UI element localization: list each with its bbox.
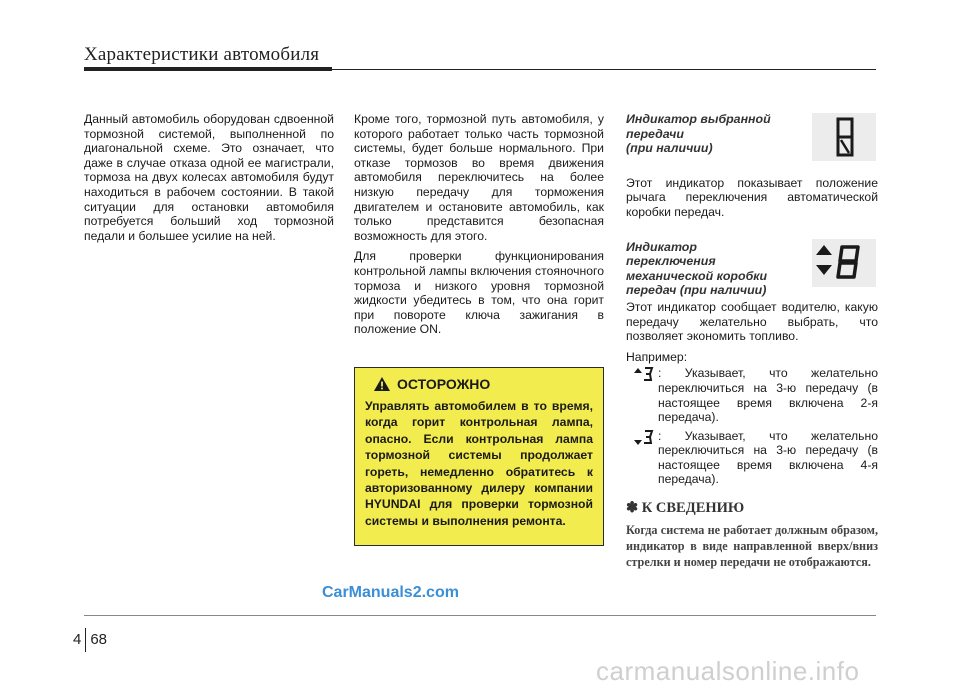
section-heading-gear-indicator <box>626 112 806 156</box>
upshift-3-icon <box>634 366 658 424</box>
gear-position-display-icon <box>812 113 876 161</box>
header-rule-thin <box>332 69 876 70</box>
paragraph: Этот индикатор сообщает водителю, какую передачу желательно выбрать, что позволяет экономить топливо. <box>626 299 878 344</box>
heading-line: передачи <box>626 126 684 141</box>
heading-line: механической коробки <box>626 268 768 283</box>
footer-watermark[interactable]: carmanualsonline.info <box>596 656 860 686</box>
heading-line: Индикатор выбранной <box>626 112 771 126</box>
footer-rule <box>84 615 876 616</box>
column-right <box>626 112 878 570</box>
page-header-title: Характеристики автомобиля <box>84 44 320 65</box>
page-number <box>73 628 107 652</box>
warning-box <box>354 367 604 546</box>
page-number-separator <box>85 628 86 652</box>
example-text: : Указывает, что желательно переключиться на 3-ю передачу (в настоящее время включена 4-я передача). <box>658 428 878 487</box>
paragraph: Для проверки функционирования контрольной лампы включения стояночного тормоза и низкого уровня тормозной жидкости убедитесь в том, что она горит при повороте ключа зажигания в положение ON. <box>354 249 604 337</box>
note-body: Когда система не работает должным образом, индикатор в виде направленной вверх/вниз стрелки и номер передачи не отображаются. <box>626 522 878 569</box>
section-heading-shift-indicator <box>626 240 806 298</box>
column-left <box>84 112 334 243</box>
warning-body: Управлять автомобилем в то время, когда горит контрольная лампа, опасно. Если контрольная лампа тормозной системы продолжает гореть, немедленно обратитесь к авторизованному дилеру компании HYUNDAI для проверки тормозной системы и выполнения ремонта. <box>365 399 593 528</box>
downshift-3-icon <box>634 429 658 487</box>
note-title: ✽ К СВЕДЕНИЮ <box>626 500 745 517</box>
chapter-number: 4 <box>73 630 82 648</box>
paragraph: Данный автомобиль оборудован сдвоенной тормозной системой, выполненной по диагональной схеме. Это означает, что даже в случае отказа одной ее магистрали, тормоза на двух колесах автомобиля будут находиться в рабочем состоянии. В такой ситуации для остановки автомобиля потребуется больший ход тормозной педали и большее усилие на ней. <box>84 112 334 243</box>
example-label: Например: <box>626 349 688 364</box>
heading-line: передач (при наличии) <box>626 283 767 298</box>
watermark-carmanuals2[interactable]: CarManuals2.com <box>322 584 459 601</box>
example-row-downshift <box>634 429 878 487</box>
shift-indicator-icon <box>812 239 876 287</box>
paragraph: Кроме того, тормозной путь автомобиля, у которого работает только часть тормозной системы, будет больше нормального. При отказе тормозов во время движения автомобиля переключитесь на более низкую передачу для торможения двигателем и остановите автомобиль, как только представится безопасная возможность для этого. <box>354 112 604 243</box>
example-text: : Указывает, что желательно переключиться на 3-ю передачу (в настоящее время включена 2-я передача). <box>658 366 878 425</box>
example-row-upshift <box>634 366 878 424</box>
paragraph: Этот индикатор показывает положение рычага переключения автоматической коробки передач. <box>626 175 878 219</box>
header-rule-thick <box>84 67 332 71</box>
heading-line: (при наличии) <box>626 141 713 156</box>
heading-line: переключения <box>626 254 716 269</box>
column-middle <box>354 112 604 337</box>
warning-title: ОСТОРОЖНО <box>397 376 491 392</box>
heading-line: Индикатор <box>626 239 697 254</box>
warning-heading <box>373 376 593 392</box>
page-number-value: 68 <box>90 630 108 648</box>
warning-triangle-icon <box>373 376 391 392</box>
